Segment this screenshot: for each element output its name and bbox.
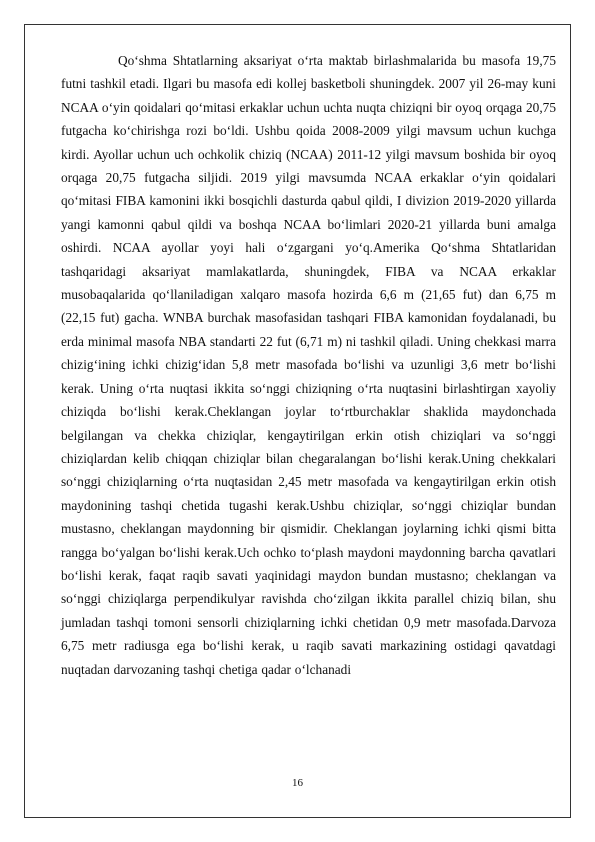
document-body <box>61 49 556 681</box>
page-number: 16 <box>292 777 303 789</box>
body-paragraph: Qo‘shma Shtatlarning aksariyat o‘rta maktab birlashmalarida bu masofa 19,75 futni tashkil etadi. Ilgari bu masofa edi kollej basketboli shuningdek. 2007 yil 26-may kuni NCAA o‘yin qoidalari qo‘mitasi erkaklar uchun uchta nuqta chiziqni bir oyoq orqaga 20,75 futgacha ko‘chirishga rozi bo‘ldi. Ushbu qoida 2008-2009 yilgi mavsum uchun kuchga kirdi. Ayollar uchun uch ochkolik chiziq (NCAA) 2011-12 yilgi mavsum boshida bir oyoq orqaga 20,75 futgacha siljidi. 2019 yilgi mavsumda NCAA erkaklar o‘yin qoidalari qo‘mitasi FIBA kamonini ikki bosqichli dasturda qabul qildi, I divizion 2019-2020 yillarda yangi kamonni qabul qildi va boshqa NCAA bo‘limlari 2020-21 yillarda buni amalga oshirdi. NCAA ayollar yoyi hali o‘zgargani yo‘q.Amerika Qo‘shma Shtatlaridan tashqaridagi aksariyat mamlakatlarda, shuningdek, FIBA va NCAA erkaklar musobaqalarida qo‘llaniladigan xalqaro masofa hozirda 6,6 m (21,65 fut) dan 6,75 m (22,15 fut) gacha. WNBA burchak masofasidan tashqari FIBA kamonidan foydalanadi, bu erda minimal masofa NBA standarti 22 fut (6,71 m) ni tashkil qiladi. Uning chekkasi marra chizig‘ining ichki chizig‘idan 5,8 metr masofada bo‘lishi va uzunligi 3,6 metr bo‘lishi kerak. Uning o‘rta nuqtasi ikkita so‘nggi chiziqning o‘rta nuqtasini birlashtirgan xayoliy chiziqda bo‘lishi kerak.Cheklangan joylar to‘rtburchaklar shaklida maydonchada belgilangan va chekka chiziqlar, kengaytirilgan erkin otish chiziqlari va so‘nggi chiziqlardan kelib chiqqan chiziqlar bilan chegaralangan bo‘lishi kerak.Uning chekkalari so‘nggi chiziqlarning o‘rta nuqtasidan 2,45 metr masofada va kengaytirilgan erkin otish maydonining tashqi chetida tugashi kerak.Ushbu chiziqlar, so‘nggi chiziqlar bundan mustasno, cheklangan maydonning bir qismidir. Cheklangan joylarning ichki qismi bitta rangga bo‘yalgan bo‘lishi kerak.Uch ochko to‘plash maydoni maydonning barcha qavatlari bo‘lishi kerak, faqat raqib savati yaqinidagi maydon bundan mustasno; cheklangan va so‘nggi chiziqlarga perpendikulyar ravishda cho‘zilgan ikkita parallel chiziq bilan, shu jumladan tashqi tomoni sensorli chiziqlarning ichki chetidan 0,9 metr masofada.Darvoza 6,75 metr radiusga ega bo‘lishi kerak, u raqib savati markazining ostidagi qavatdagi nuqtadan darvozaning tashqi chetiga qadar o‘lchanadi <box>61 53 556 677</box>
